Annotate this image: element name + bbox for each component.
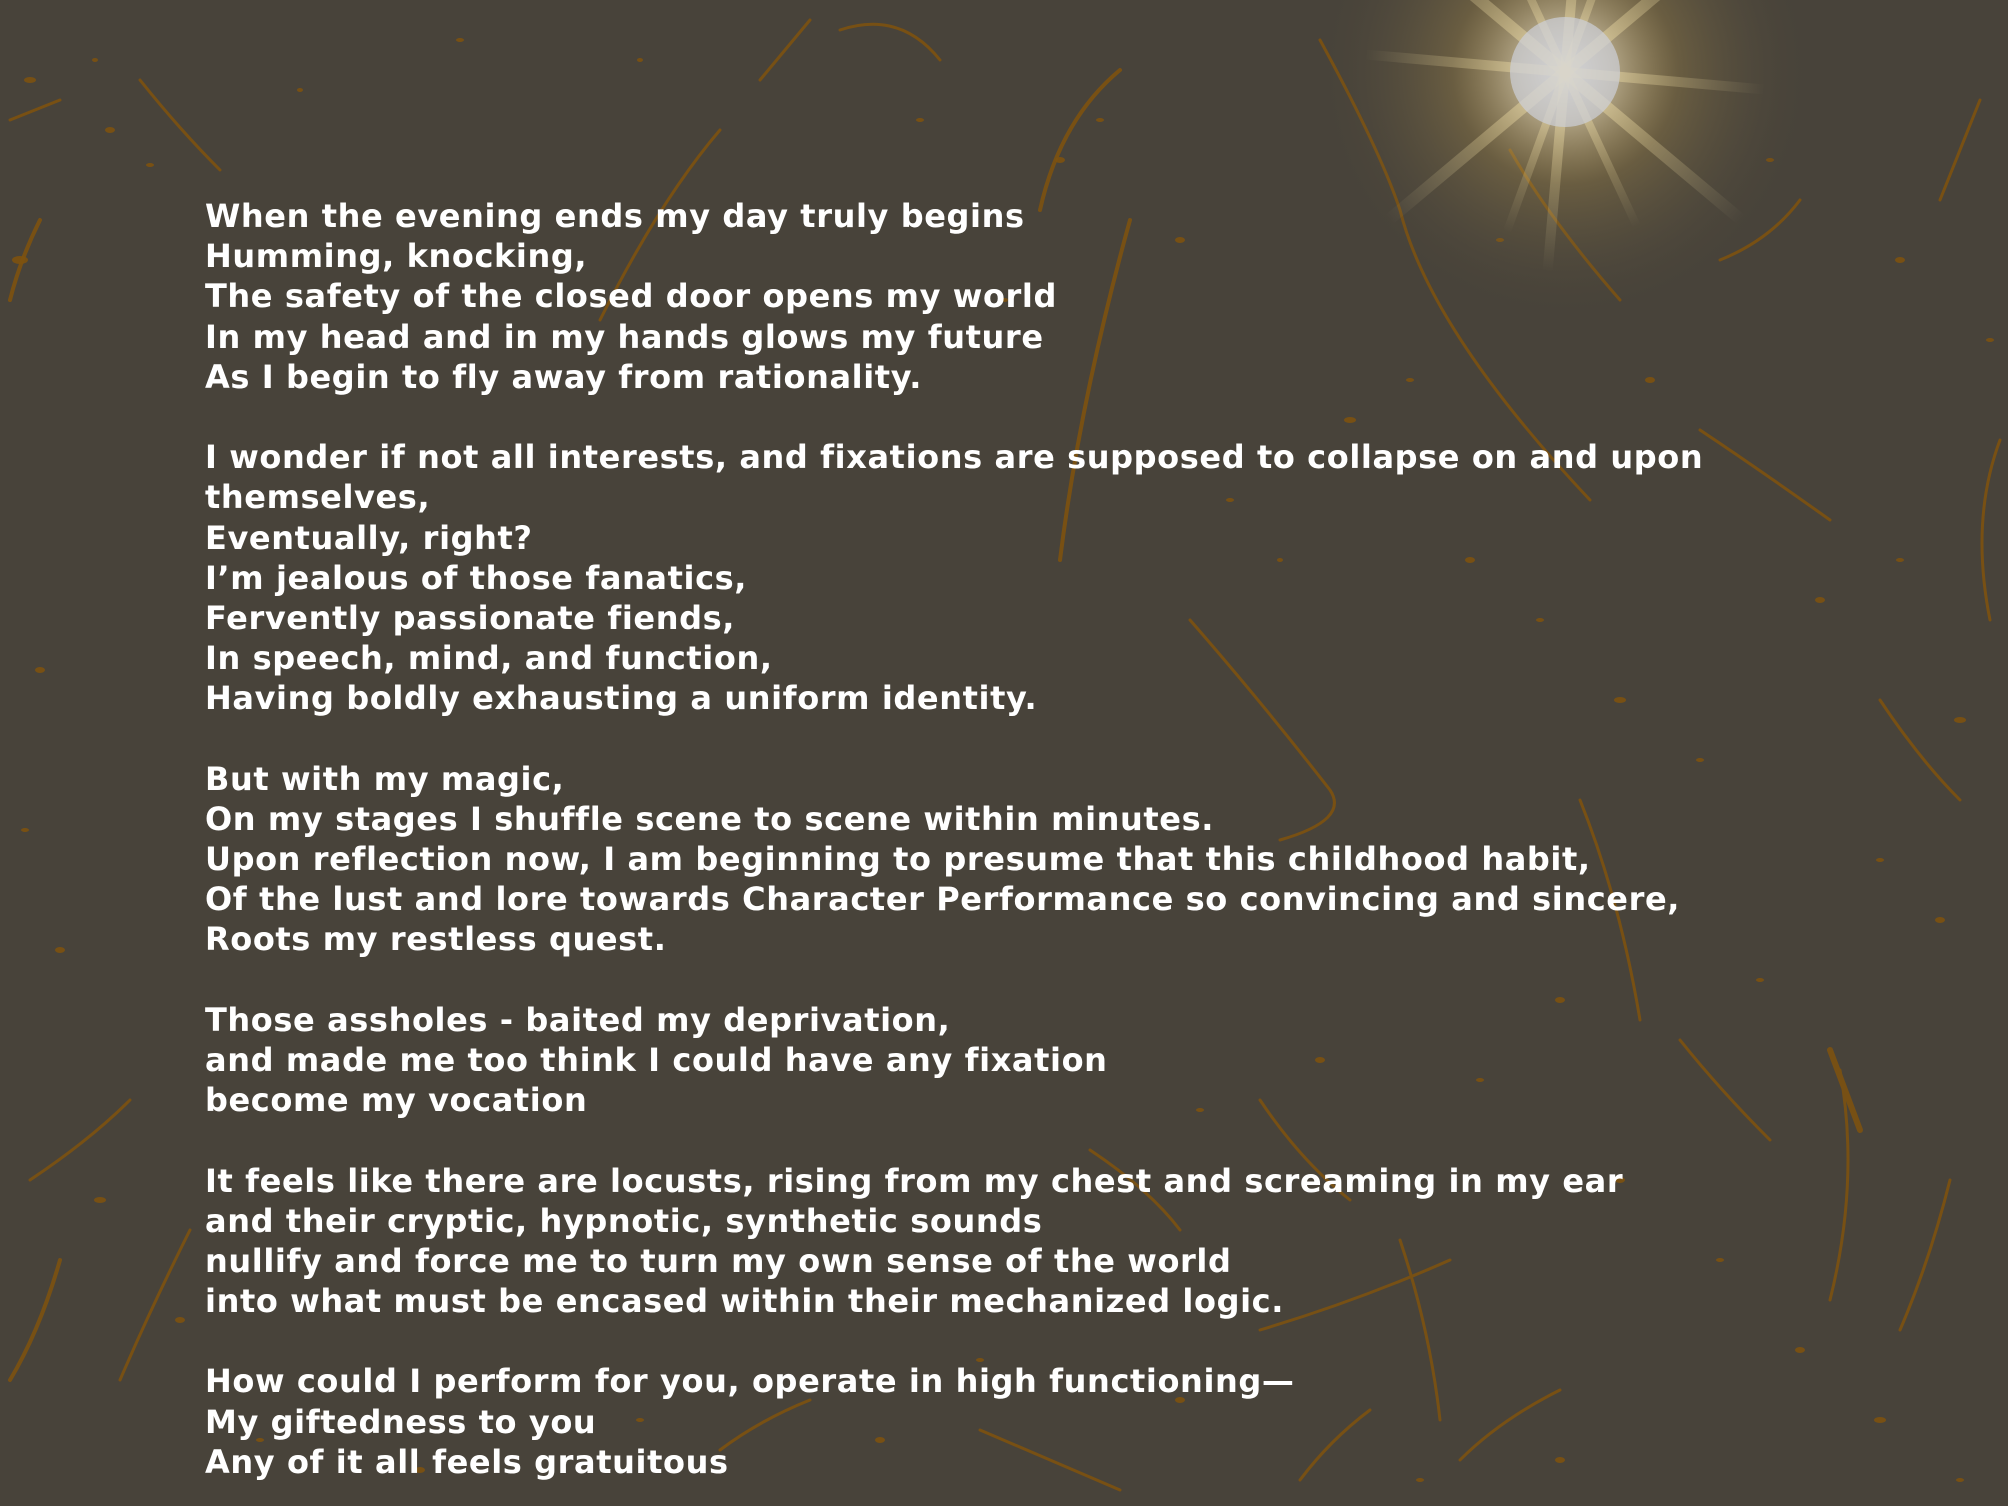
poem-line: Eventually, right? xyxy=(205,518,533,557)
poem-line: Roots my restless quest. xyxy=(205,920,667,959)
poem-line: On my stages I shuffle scene to scene within minutes. xyxy=(205,799,1215,838)
poem-stanza xyxy=(205,1161,1905,1322)
poem-line: Of the lust and lore towards Character Performance so convincing and sincere, xyxy=(205,880,1681,919)
poem-text xyxy=(205,196,1905,1482)
poem-line: I wonder if not all interests, and fixations are supposed to collapse on and upon xyxy=(205,438,1704,477)
poem-line: I’m jealous of those fanatics, xyxy=(205,558,748,597)
poem-line: As I begin to fly away from rationality. xyxy=(205,357,922,396)
poem-stanza xyxy=(205,1361,1905,1482)
poem-stanza xyxy=(205,437,1905,718)
poem-line: Any of it all feels gratuitous xyxy=(205,1442,729,1481)
poem-line: Having boldly exhausting a uniform identity. xyxy=(205,679,1038,718)
poem-line: Humming, knocking, xyxy=(205,237,588,276)
poem-line: My giftedness to you xyxy=(205,1402,597,1441)
poem-line: Those assholes - baited my deprivation, xyxy=(205,1000,951,1039)
poem-stanza xyxy=(205,196,1905,397)
poem-line: The safety of the closed door opens my world xyxy=(205,277,1058,316)
poem-line: and made me too think I could have any fixation xyxy=(205,1040,1108,1079)
poem-line: themselves, xyxy=(205,478,431,517)
poem-line: It feels like there are locusts, rising from my chest and screaming in my ear xyxy=(205,1161,1624,1200)
poem-line: and their cryptic, hypnotic, synthetic sounds xyxy=(205,1201,1043,1240)
poem-line: How could I perform for you, operate in high functioning— xyxy=(205,1362,1295,1401)
poem-line: Upon reflection now, I am beginning to presume that this childhood habit, xyxy=(205,840,1591,878)
poem-line: nullify and force me to turn my own sense of the world xyxy=(205,1241,1232,1280)
poem-stanza xyxy=(205,1000,1905,1121)
poem-line: When the evening ends my day truly begins xyxy=(205,197,1025,235)
poem-line: into what must be encased within their mechanized logic. xyxy=(205,1282,1284,1321)
poem-stanza xyxy=(205,759,1905,960)
poem-line: Fervently passionate fiends, xyxy=(205,598,736,637)
poem-line: become my vocation xyxy=(205,1081,588,1120)
poem-line: But with my magic, xyxy=(205,759,565,798)
poem-line: In speech, mind, and function, xyxy=(205,639,773,678)
poem-line: In my head and in my hands glows my future xyxy=(205,317,1044,356)
